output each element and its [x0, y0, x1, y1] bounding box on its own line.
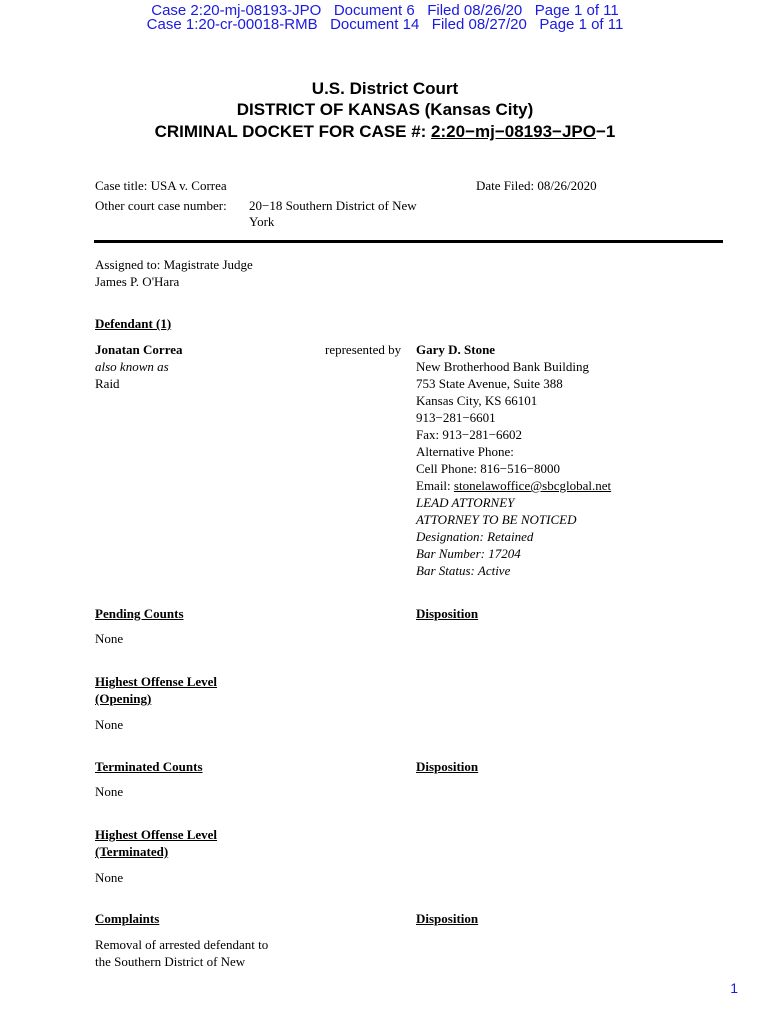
defendant-name: Jonatan Correa: [95, 342, 183, 357]
attorney-name: Gary D. Stone: [416, 342, 496, 357]
attorney-address-line: New Brotherhood Bank Building: [416, 359, 589, 374]
pending-counts-heading: Pending Counts: [95, 606, 184, 621]
attorney-bar-number: Bar Number: 17204: [416, 546, 521, 561]
attorney-address-line: 753 State Avenue, Suite 388: [416, 376, 563, 391]
highest-offense-opening-heading: Highest Offense Level: [95, 674, 218, 689]
court-filing-stamp-line-1: Case 2:20-mj-08193-JPO Document 6 Filed 08/26/20 Page 1 of 11: [151, 2, 619, 19]
attorney-address-line: Kansas City, KS 66101: [416, 393, 538, 408]
highest-offense-terminated-heading-2: (Terminated): [95, 844, 169, 859]
attorney-fax: Fax: 913−281−6602: [416, 427, 523, 442]
attorney-status-line: LEAD ATTORNEY: [416, 495, 515, 510]
highest-offense-opening-value: None: [95, 717, 124, 732]
section-divider: [94, 240, 723, 243]
other-case-label: Other court case number:: [95, 198, 227, 213]
court-name: U.S. District Court: [311, 79, 459, 98]
assigned-judge-line-1: Assigned to: Magistrate Judge: [95, 257, 253, 272]
defendant-heading: Defendant (1): [95, 316, 172, 331]
disposition-heading: Disposition: [416, 911, 479, 926]
complaints-heading: Complaints: [95, 911, 160, 926]
docket-prefix: CRIMINAL DOCKET FOR CASE #:: [154, 122, 432, 141]
other-case-value-line-1: 20−18 Southern District of New: [249, 198, 417, 213]
attorney-cell-phone: Cell Phone: 816−516−8000: [416, 461, 560, 476]
attorney-email-link[interactable]: stonelawoffice@sbcglobal.net: [453, 478, 612, 493]
highest-offense-terminated-value: None: [95, 870, 124, 885]
defendant-alias: Raid: [95, 376, 120, 391]
attorney-bar-status: Bar Status: Active: [416, 563, 511, 578]
complaint-text-line-1: Removal of arrested defendant to: [95, 937, 269, 952]
other-case-value-line-2: York: [249, 214, 275, 229]
pending-counts-value: None: [95, 631, 124, 646]
attorney-alt-phone-label: Alternative Phone:: [416, 444, 514, 459]
aka-label: also known as: [95, 359, 169, 374]
docket-number-link[interactable]: 2:20−mj−08193−JPO: [431, 122, 596, 141]
district-name: DISTRICT OF KANSAS (Kansas City): [236, 100, 534, 119]
terminated-counts-value: None: [95, 784, 124, 799]
attorney-status-line: ATTORNEY TO BE NOTICED: [416, 512, 577, 527]
disposition-heading: Disposition: [416, 606, 479, 621]
court-filing-stamp-line-2: Case 1:20-cr-00018-RMB Document 14 Filed 08/27/20 Page 1 of 11: [146, 16, 624, 33]
attorney-phone: 913−281−6601: [416, 410, 496, 425]
docket-suffix: −1: [595, 122, 616, 141]
represented-by-label: represented by: [325, 342, 402, 357]
highest-offense-opening-heading-2: (Opening): [95, 691, 152, 706]
attorney-email-label: Email:: [416, 478, 454, 493]
attorney-designation: Designation: Retained: [416, 529, 534, 544]
case-title: Case title: USA v. Correa: [95, 178, 227, 193]
attorney-email-row: [416, 477, 611, 494]
docket-title: [0, 121, 770, 142]
terminated-counts-heading: Terminated Counts: [95, 759, 203, 774]
page-number: 1: [730, 980, 738, 996]
date-filed: Date Filed: 08/26/2020: [476, 178, 597, 193]
assigned-judge-line-2: James P. O'Hara: [95, 274, 180, 289]
disposition-heading: Disposition: [416, 759, 479, 774]
highest-offense-terminated-heading: Highest Offense Level: [95, 827, 218, 842]
complaint-text-line-2: the Southern District of New: [95, 954, 246, 969]
